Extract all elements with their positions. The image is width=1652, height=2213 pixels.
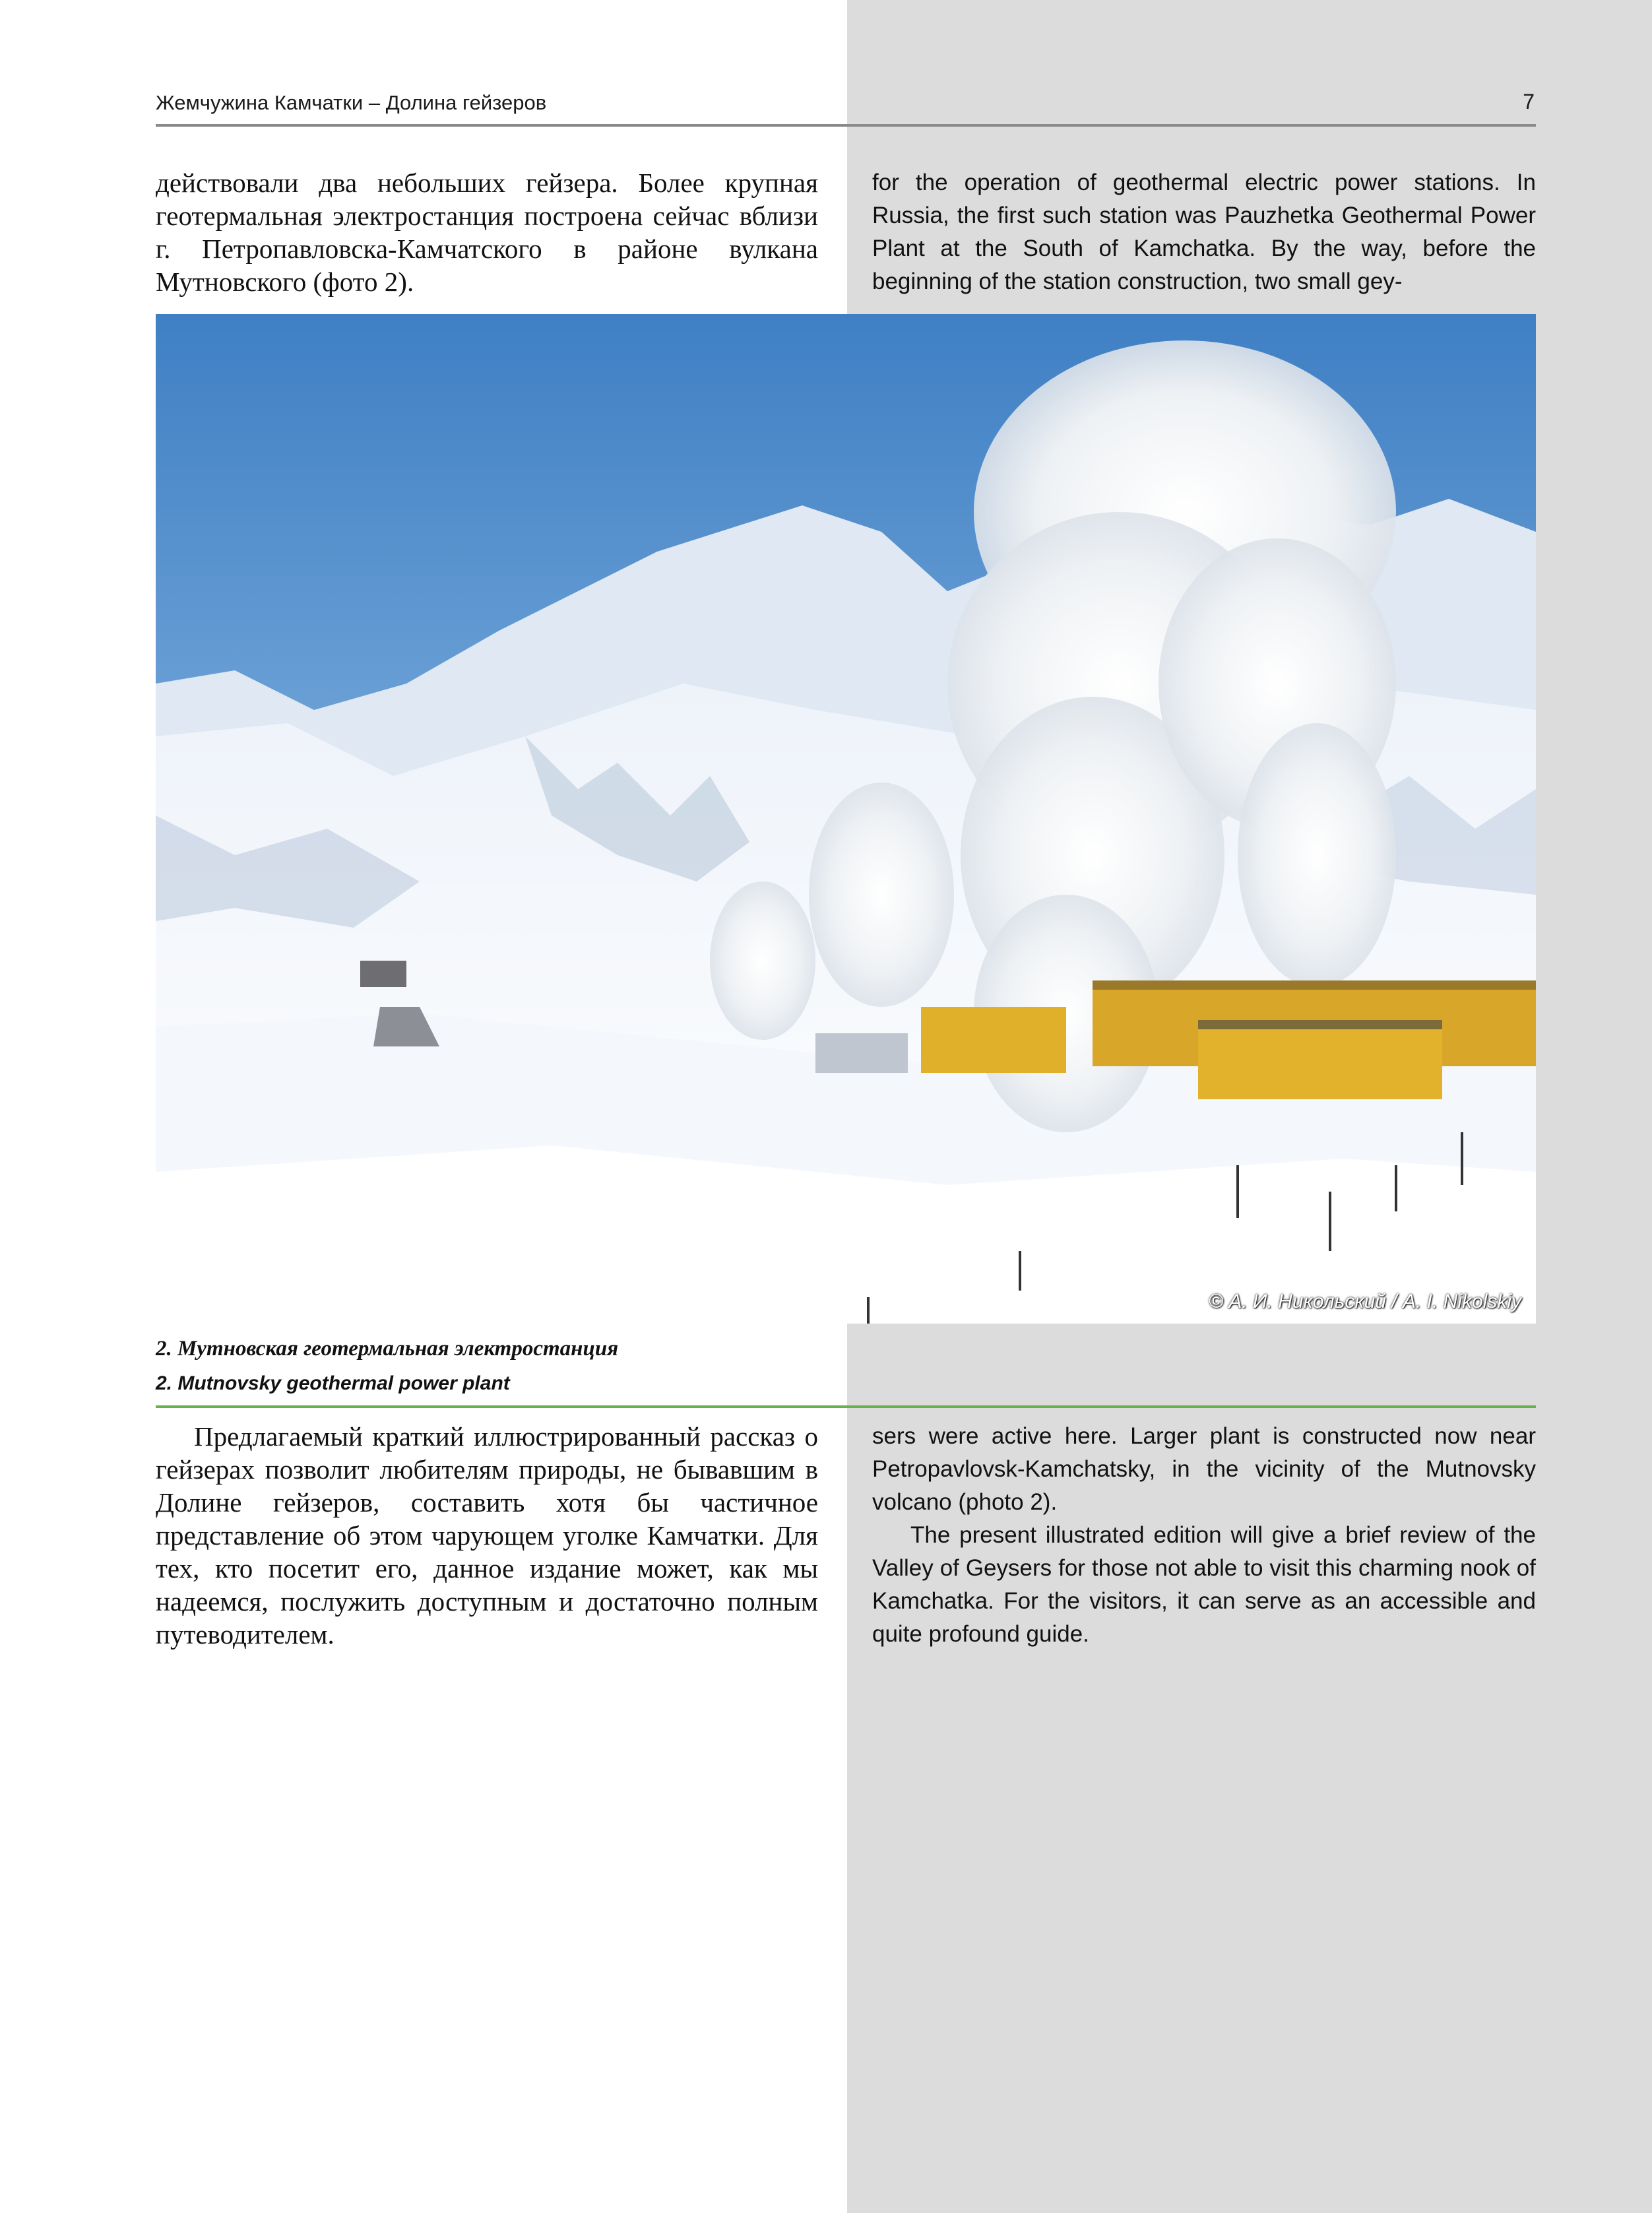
page-number: 7 [1523, 90, 1535, 113]
bottom-russian-section [156, 1420, 818, 1651]
photo-credit: © А. И. Никольский / A. I. Nikolskiy [1208, 1291, 1521, 1312]
top-russian-paragraph: действовали два небольших гейзера. Более крупная геотермальная электростанция построена сейчас вблизи г. Петропавловска-Камчатского в районе вулкана Мутновского (фото 2). [156, 168, 818, 297]
photo-caption-english: 2. Mutnovsky geothermal power plant [156, 1372, 510, 1394]
caption-divider [156, 1405, 1536, 1408]
photo-caption-russian: 2. Мутновская геотермальная электростанция [156, 1337, 619, 1361]
bottom-english-section [872, 1420, 1536, 1651]
bottom-english-paragraph-1: sers were active here. Larger plant is constructed now near Petropavlovsk-Kamchatsky, in the vicinity of the Mutnovsky volcano (photo 2). [872, 1423, 1536, 1515]
running-header-title: Жемчужина Камчатки – Долина гейзеров [156, 91, 547, 114]
bottom-english-paragraph-2: The present illustrated edition will give a brief review of the Valley of Geysers for those not able to visit this charming nook of Kamchatka. For the visitors, it can serve as an accessible and quite profound guide. [872, 1522, 1536, 1647]
bottom-russian-paragraph: Предлагаемый краткий иллюстрированный рассказ о гейзерах позволит любителям природы, не бывавшим в Долине гейзеров, составить хотя бы частичное представление об этом чарующем уголке Камчатки. Для тех, кто посетит его, данное издание может, как мы надеемся, послужить доступным и достаточно полным путеводителем. [156, 1421, 818, 1650]
mutnovsky-power-plant-photo [156, 314, 1536, 1324]
top-english-paragraph: for the operation of geothermal electric power stations. In Russia, the first such station was Pauzhetka Geothermal Power Plant at the South of Kamchatka. By the way, before the beginning of the station construction, two small gey- [872, 170, 1536, 294]
header-divider [156, 124, 1536, 127]
